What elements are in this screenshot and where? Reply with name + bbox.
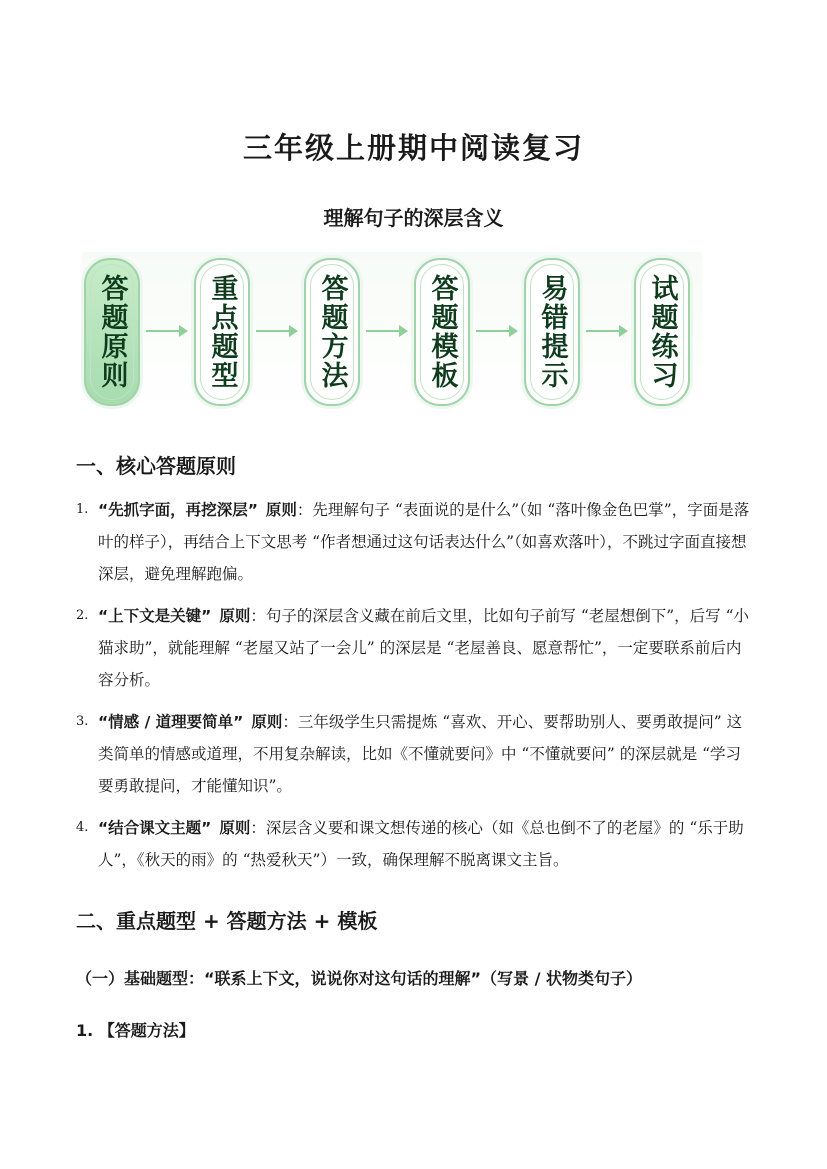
document-subtitle: 理解句子的深层含义 bbox=[323, 206, 504, 230]
list-item bbox=[76, 494, 756, 590]
flow-step-answer-methods bbox=[304, 258, 360, 406]
item-number: 2. bbox=[76, 608, 89, 623]
item-number: 4. bbox=[76, 820, 89, 835]
process-flow-diagram bbox=[82, 252, 702, 412]
list-item bbox=[76, 600, 756, 696]
flow-step-practice bbox=[634, 258, 690, 406]
item-tag: 原则 bbox=[219, 819, 251, 837]
section-heading-question-types: 二、重点题型 + 答题方法 + 模板 bbox=[76, 909, 378, 933]
sub-heading-basic-question-type: （一）基础题型：“联系上下文，说说你对这句话的理解”（写景 / 状物类句子） bbox=[76, 969, 643, 988]
flow-step-answer-principles bbox=[84, 258, 140, 406]
item-tag: 原则 bbox=[265, 501, 297, 519]
flow-step-label: 重点题型 bbox=[206, 274, 238, 390]
item-text: ：先理解句子 “表面说的是什么”（如 “落叶像金色巴掌”，字面是落叶的样子），再结合上下文思考 “作者想通过这句话表达什么”（如喜欢落叶），不跳过字面直接想深层，避免理解跑偏。 bbox=[98, 501, 750, 583]
flow-arrow-icon bbox=[146, 330, 186, 332]
flow-step-label: 答题原则 bbox=[96, 274, 128, 390]
item-key-phrase: “结合课文主题” bbox=[98, 819, 212, 837]
item-number: 3. bbox=[76, 714, 89, 729]
method-heading: 1. 【答题方法】 bbox=[76, 1021, 195, 1040]
document-title: 三年级上册期中阅读复习 bbox=[242, 131, 584, 165]
item-key-phrase: “先抓字面，再挖深层” bbox=[98, 501, 258, 519]
list-item bbox=[76, 812, 756, 876]
section-heading-core-principles: 一、核心答题原则 bbox=[76, 454, 236, 478]
item-key-phrase: “情感 / 道理要简单” bbox=[98, 713, 244, 731]
flow-step-label: 答题方法 bbox=[316, 274, 348, 390]
flow-step-label: 答题模板 bbox=[426, 274, 458, 390]
flow-step-label: 试题练习 bbox=[646, 274, 678, 390]
item-key-phrase: “上下文是关键” bbox=[98, 607, 212, 625]
item-text: ：三年级学生只需提炼 “喜欢、开心、要帮助别人、要勇敢提问” 这类简单的情感或道理，不用复杂解读，比如《不懂就要问》中 “不懂就要问” 的深层就是 “学习要勇敢提问，才能懂知识”。 bbox=[98, 713, 743, 795]
item-tag: 原则 bbox=[251, 713, 283, 731]
flow-arrow-icon bbox=[256, 330, 296, 332]
list-item bbox=[76, 706, 756, 802]
item-text: ：深层含义要和课文想传递的核心（如《总也倒不了的老屋》的 “乐于助人”，《秋天的雨》的 “热爱秋天”）一致，确保理解不脱离课文主旨。 bbox=[98, 819, 744, 869]
item-tag: 原则 bbox=[219, 607, 251, 625]
flow-arrow-icon bbox=[476, 330, 516, 332]
item-number: 1. bbox=[76, 502, 89, 517]
flow-arrow-icon bbox=[366, 330, 406, 332]
flow-step-key-question-types bbox=[194, 258, 250, 406]
flow-step-common-mistakes bbox=[524, 258, 580, 406]
flow-step-answer-templates bbox=[414, 258, 470, 406]
flow-step-label: 易错提示 bbox=[536, 274, 568, 390]
flow-arrow-icon bbox=[586, 330, 626, 332]
item-text: ：句子的深层含义藏在前后文里，比如句子前写 “老屋想倒下”，后写 “小猫求助”，就能理解 “老屋又站了一会儿” 的深层是 “老屋善良、愿意帮忙”，一定要联系前后内容分析。 bbox=[98, 607, 750, 689]
principles-list bbox=[76, 494, 756, 886]
